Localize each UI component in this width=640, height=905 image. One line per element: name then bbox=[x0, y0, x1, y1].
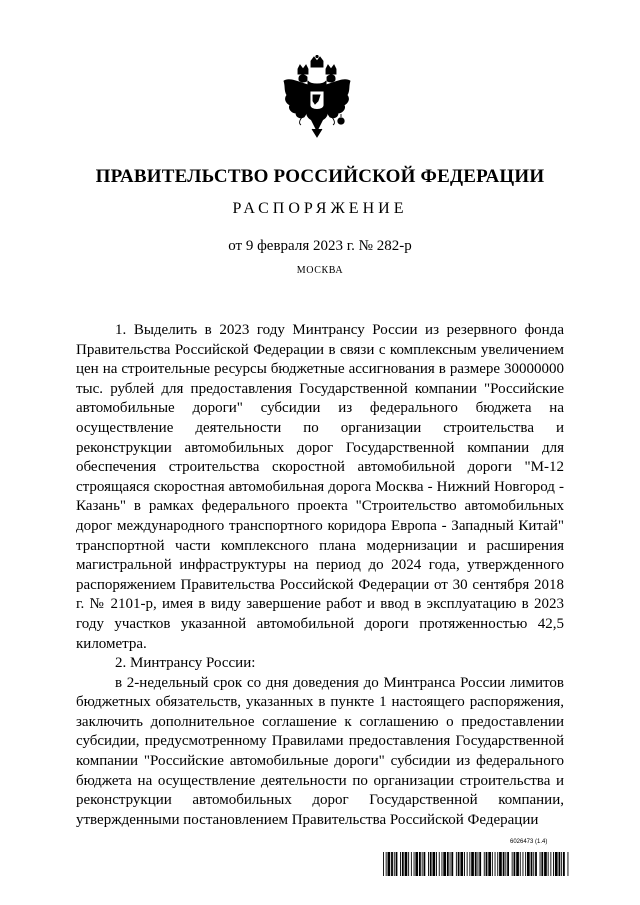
document-body bbox=[76, 321, 564, 830]
document-type: РАСПОРЯЖЕНИЕ bbox=[232, 200, 408, 217]
paragraph-2: 2. Минтрансу России: bbox=[115, 655, 256, 672]
barcode-number: 6026473 (1.4) bbox=[510, 839, 548, 845]
document-date-number: от 9 февраля 2023 г. № 282-р bbox=[228, 238, 412, 254]
russian-coat-of-arms-icon bbox=[278, 55, 356, 150]
document-city: МОСКВА bbox=[296, 265, 344, 276]
paragraph-1: 1. Выделить в 2023 году Минтрансу России из резервного фонда Правительства Российской Федерации в связи с комплексным увеличением цен на строительные ресурсы бюджетные ассигнования в размере 30000000 тыс. рублей для предоставления Государственной компании "Российские автомобильные дороги" субсидии из федерального бюджета на осуществление деятельности по организации строительства и реконструкции автомобильных дорог Государственной компании для обеспечения строительства скоростной автомобильной дороги "М-12 строящаяся скоростная автомобильная дорога Москва - Нижний Новгород - Казань" в рамках федерального проекта "Строительство автомобильных дорог международного транспортного коридора Европа - Западный Китай" транспортной части комплексного плана модернизации и расширения магистральной инфраструктуры на период до 2024 года, утвержденного распоряжением Правительства Российской Федерации от 30 сентября 2018 г. № 2101-р, имея в виду завершение работ и ввод в эксплуатацию в 2023 году участков указанной автомобильной дороги протяженностью 42,5 километра. bbox=[76, 322, 564, 652]
barcode-icon bbox=[383, 852, 571, 876]
paragraph-3: в 2-недельный срок со дня доведения до Минтранса России лимитов бюджетных обязательств, указанных в пункте 1 настоящего распоряжения, заключить дополнительное соглашение к соглашению о предоставлении субсидии, предусмотренному Правилами предоставления Государственной компании "Российские автомобильные дороги" субсидии из федерального бюджета на осуществление деятельности по организации строительства и реконструкции автомобильных дорог Государственной компании, утвержденными постановлением Правительства Российской Федерации bbox=[76, 674, 564, 828]
page-title: ПРАВИТЕЛЬСТВО РОССИЙСКОЙ ФЕДЕРАЦИИ bbox=[95, 166, 545, 187]
